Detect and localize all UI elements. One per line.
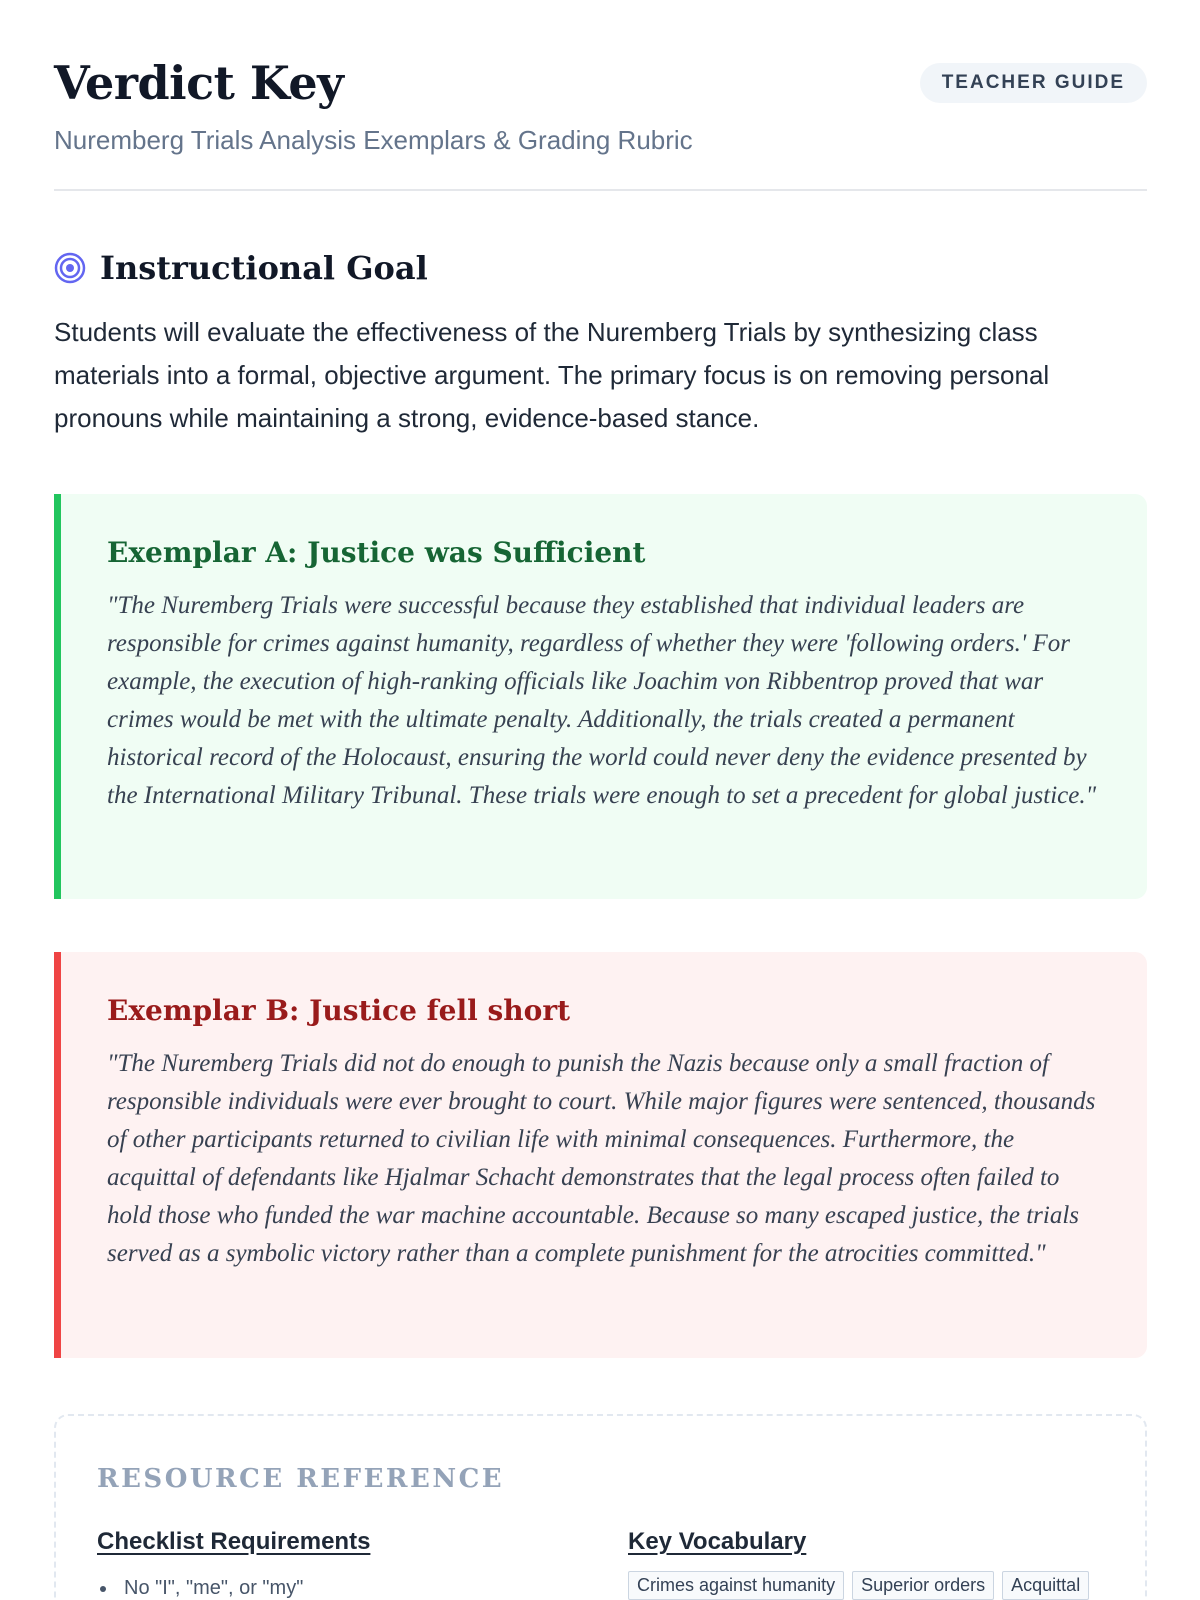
document-header [54, 0, 1147, 191]
exemplar-a-card [54, 494, 1147, 899]
exemplar-a-title: Exemplar A: Justice was Sufficient [107, 536, 646, 569]
vocabulary-heading: Key Vocabulary [628, 1528, 807, 1555]
vocabulary-tag: Superior orders [852, 1571, 994, 1600]
resource-reference-title: RESOURCE REFERENCE [97, 1464, 505, 1494]
exemplar-b-card [54, 952, 1147, 1358]
page-title: Verdict Key [54, 56, 344, 110]
vocabulary-tag: Acquittal [1002, 1571, 1089, 1600]
instructional-goal-title: Instructional Goal [100, 249, 428, 287]
exemplar-b-title: Exemplar B: Justice fell short [107, 994, 570, 1027]
exemplar-b-text: "The Nuremberg Trials did not do enough to punish the Nazis because only a small fraction of responsible individuals were ever brought to court. While major figures were sentenced, thousands of other participants returned to civilian life with minimal consequences. Furthermore, the acquittal of defendants like Hjalmar Schacht demonstrates that the legal process often failed to hold those who funded the war machine accountable. Because so many escaped justice, the trials served as a symbolic victory rather than a complete punishment for the atrocities committed." [107, 1050, 1096, 1267]
checklist-heading: Checklist Requirements [97, 1528, 371, 1555]
instructional-goal-heading [54, 248, 428, 288]
checklist-item: No "I", "me", or "my" [97, 1573, 303, 1600]
page-subtitle: Nuremberg Trials Analysis Exemplars & Grading Rubric [54, 125, 693, 155]
resource-reference-panel [54, 1414, 1147, 1600]
vocabulary-list [628, 1571, 1089, 1600]
verdict-key-document [54, 0, 1147, 1599]
instructional-goal-text: Students will evaluate the effectiveness of the Nuremberg Trials by synthesizing class materials into a formal, objective argument. The primary focus is on removing personal pronouns while maintaining a strong, evidence-based stance. [54, 317, 1050, 433]
checklist [97, 1573, 303, 1600]
target-icon [54, 252, 86, 284]
vocabulary-tag: Crimes against humanity [628, 1571, 844, 1600]
exemplar-a-text: "The Nuremberg Trials were successful because they established that individual leaders are responsible for crimes against humanity, regardless of whether they were 'following orders.' For example, the execution of high-ranking officials like Joachim von Ribbentrop proved that war crimes would be met with the ultimate penalty. Additionally, the trials created a permanent historical record of the Holocaust, ensuring the world could never deny the evidence presented by the International Military Tribunal. These trials were enough to set a precedent for global justice." [107, 592, 1097, 809]
teacher-guide-badge: TEACHER GUIDE [920, 63, 1147, 103]
